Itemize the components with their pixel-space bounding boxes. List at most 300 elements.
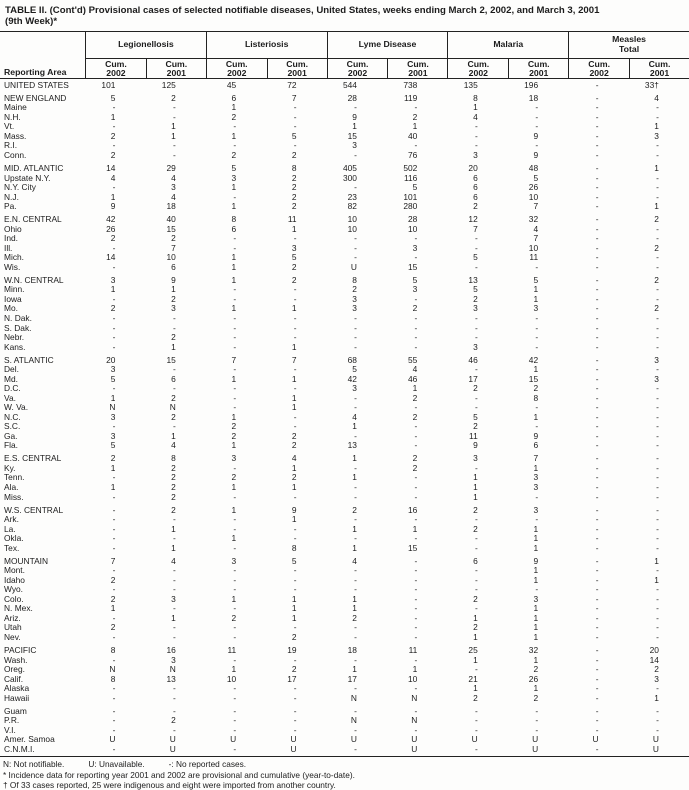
cell-value: - [112,542,116,553]
table-row [0,623,689,633]
cell-value: - [172,724,176,735]
cell-value: - [293,533,297,544]
cell-value: - [233,574,237,585]
cell-value: 1 [654,555,659,566]
cell-value: - [595,364,599,375]
cell-value: 1 [291,514,297,525]
cell-value: 1 [473,472,478,483]
cell-value: - [233,191,237,202]
cell-value: 4 [110,172,116,183]
cell-value: 7 [171,242,176,253]
cell-value: - [354,233,357,244]
cell-value: - [595,111,599,122]
cell-value: - [656,383,659,394]
cell-value: - [414,140,418,151]
cell-value: 2 [291,472,297,483]
cell-value: - [474,242,478,253]
cell-value: 7 [473,223,478,234]
cell-value: 3 [110,411,116,422]
cell-value: 1 [231,440,237,451]
row-area-label: D.C. [4,383,21,394]
cell-value: - [595,603,599,614]
cell-value: - [656,430,659,441]
cell-value: - [293,574,297,585]
row-area-label: Va. [4,392,16,403]
table-row [0,464,689,474]
cell-value: 1 [654,201,659,212]
cell-value: 7 [291,92,297,103]
cell-value: - [112,312,116,323]
cell-value: - [656,462,659,473]
cell-value: 3 [231,453,237,464]
cell-value: - [112,491,116,502]
cell-value: - [656,523,659,534]
cell-value: - [293,705,297,716]
cell-value: - [595,724,599,735]
cell-value: - [656,111,659,122]
cell-value: - [656,612,659,623]
cell-value: - [354,252,357,263]
row-area-label: N. Mex. [4,603,33,614]
cell-value: 9 [533,150,539,161]
cell-value: - [595,201,599,212]
cell-value: 2 [352,284,357,295]
cell-value: 6 [231,223,237,234]
cell-value: - [112,261,116,272]
cell-value: - [595,140,599,151]
cell-value: 6 [231,92,237,103]
cell-value: 1 [533,683,539,694]
cell-value: 21 [468,673,478,684]
row-area-label: Ill. [4,242,13,253]
cell-value: - [414,252,418,263]
row-area-label: Oreg. [4,664,25,675]
cell-value: 9 [533,555,539,566]
cell-value: 3 [352,303,357,314]
cell-value: - [293,102,297,113]
cell-value: - [172,514,176,525]
cell-value: - [233,523,237,534]
cell-value: 14 [106,162,116,173]
cell-value: 2 [291,274,297,285]
cell-value: - [112,421,116,432]
cell-value: - [354,150,357,161]
cell-value: U [350,734,357,745]
table-row [0,122,689,132]
column-group [568,32,689,78]
cell-value: - [112,504,116,515]
cell-value: - [595,332,599,343]
cell-value: 5 [291,130,297,141]
cell-value: U [411,734,418,745]
cell-value: - [474,715,478,726]
cell-value: - [293,411,297,422]
cell-value: - [595,542,599,553]
cell-value: - [112,654,116,665]
cell-value: - [656,364,659,375]
cell-value: 5 [473,411,478,422]
cell-value: 3 [171,593,176,604]
row-area-label: Minn. [4,284,25,295]
cell-value: 72 [287,79,297,90]
cell-value: 1 [352,472,357,483]
cell-value: - [474,130,478,141]
cell-value: 2 [473,593,478,604]
cell-value: - [233,491,237,502]
cell-value: 5 [291,555,297,566]
cell-value: - [595,673,599,684]
row-area-label: Guam [4,705,27,716]
cell-value: - [172,632,176,643]
cell-value: 280 [403,201,418,212]
cell-value: 10 [528,191,539,202]
cell-value: 40 [166,214,176,225]
cell-value: - [474,584,478,595]
table-row [0,614,689,624]
cell-value: - [233,715,237,726]
cell-value: 1 [473,683,478,694]
cell-value: - [474,364,478,375]
table-row [0,343,689,353]
cell-value: 1 [171,130,176,141]
cell-value: 1 [533,654,539,665]
cell-value: - [474,533,478,544]
cell-value: - [172,584,176,595]
cell-value: - [535,584,539,595]
cell-value: 1 [352,421,357,432]
column-group [327,32,448,78]
cell-value: - [595,453,599,464]
cell-value: 42 [347,373,357,384]
cell-value: 42 [106,214,116,225]
cell-value: - [656,514,659,525]
row-area-label: UNITED STATES [4,79,69,90]
cell-value: - [414,322,418,333]
cell-value: 11 [408,644,418,655]
cell-value: - [233,341,237,352]
table-row [0,356,689,366]
cell-value: 3 [352,383,357,394]
cell-value: - [354,332,357,343]
cell-value: 7 [231,354,237,365]
cell-value: - [595,79,599,90]
cell-value: N [169,664,176,675]
table-row [0,365,689,375]
cell-value: 2 [171,233,176,244]
cell-value: - [354,491,357,502]
cell-value: 2 [291,182,297,193]
cell-value: - [293,565,297,576]
cell-value: 1 [231,261,237,272]
row-area-label: Mo. [4,303,18,314]
cell-value: - [172,603,176,614]
row-area-label: MOUNTAIN [4,555,49,566]
cell-value: 4 [352,555,357,566]
cell-value: 1 [533,603,539,614]
column-group [206,32,327,78]
cell-value: 1 [291,462,297,473]
row-area-label: E.S. CENTRAL [4,453,62,464]
cell-value: - [414,632,418,643]
cell-value: 135 [463,79,478,90]
cell-value: 2 [291,664,297,675]
table-row [0,684,689,694]
data-table [0,31,689,755]
cell-value: 4 [171,440,176,451]
cell-value: 28 [408,214,418,225]
cell-value: - [414,533,418,544]
table-row [0,493,689,503]
cell-value: - [414,491,418,502]
cell-value: 11 [287,214,297,225]
table-row [0,566,689,576]
cell-value: - [414,584,418,595]
cell-value: - [656,715,659,726]
cell-value: - [656,491,659,502]
cell-value: 2 [171,392,176,403]
cell-value: - [595,705,599,716]
cell-value: 1 [231,533,237,544]
cell-value: - [595,92,599,103]
cell-value: - [595,162,599,173]
cell-value: - [172,383,176,394]
cell-value: 5 [533,172,539,183]
cell-value: - [595,533,599,544]
row-area-label: Mass. [4,130,27,141]
cell-value: - [474,332,478,343]
cell-value: 2 [110,593,116,604]
cell-value: 3 [654,373,659,384]
cell-value: - [414,102,418,113]
cell-value: 2 [473,383,478,394]
cell-value: - [474,392,478,403]
cell-value: U [290,734,297,745]
row-area-label: R.I. [4,140,18,151]
cell-value: U [532,743,539,754]
cell-value: 2 [291,440,297,451]
row-area-label: Md. [4,373,18,384]
row-area-label: Iowa [4,293,22,304]
row-area-label: Tenn. [4,472,25,483]
cell-value: 2 [473,293,478,304]
cell-value: 7 [533,233,539,244]
cell-value: 1 [291,402,297,413]
cell-value: 15 [347,130,357,141]
cell-value: - [656,172,659,183]
cell-value: - [112,102,116,113]
cell-value: - [233,683,237,694]
cell-value: - [595,622,599,633]
cell-value: 6 [473,172,478,183]
cell-value: - [595,274,599,285]
cell-value: 1 [473,654,478,665]
row-area-label: V.I. [4,724,16,735]
table-row [0,375,689,385]
row-area-label: Ariz. [4,612,21,623]
cell-value: 18 [528,92,539,103]
cell-value: - [172,364,176,375]
cell-value: 1 [533,364,539,375]
row-area-label: Wash. [4,654,28,665]
cell-value: - [656,705,659,716]
cell-value: 1 [533,574,539,585]
row-area-label: S. Dak. [4,322,32,333]
cell-value: N [411,715,418,726]
row-area-label: Alaska [4,683,30,694]
cell-value: 9 [352,111,357,122]
cell-value: - [112,140,116,151]
cell-value: - [595,261,599,272]
cell-value: - [112,332,116,343]
cell-value: 3 [533,472,539,483]
cell-value: - [656,392,659,403]
row-area-label: Vt. [4,121,15,132]
cell-value: - [112,523,116,534]
cell-value: U [652,734,659,745]
cell-value: - [656,584,659,595]
row-area-label: C.N.M.I. [4,743,35,754]
cell-value: 1 [291,341,297,352]
cell-value: 3 [110,364,116,375]
cell-value: 1 [231,182,237,193]
cell-value: 119 [403,92,418,103]
cell-value: - [656,603,659,614]
group-title: Lyme Disease [328,32,448,59]
cell-value: 29 [166,162,176,173]
cell-value: 3 [110,430,116,441]
cell-value: 55 [408,354,418,365]
cell-value: - [595,252,599,263]
subcolumn-header: Cum. 2002 [588,58,610,79]
table-row [0,707,689,717]
cell-value: 3 [231,555,237,566]
cell-value: 3 [654,354,659,365]
cell-value: 32 [528,644,539,655]
cell-value: 26 [106,223,116,234]
cell-value: - [233,284,237,295]
cell-value: - [233,603,237,614]
table-row [0,141,689,151]
cell-value: - [112,182,116,193]
table-row [0,132,689,142]
cell-value: - [474,565,478,576]
cell-value: - [414,332,418,343]
cell-value: - [535,402,539,413]
cell-value: - [293,692,297,703]
table-row [0,202,689,212]
cell-value: 11 [227,644,237,655]
cell-value: 10 [166,252,176,263]
row-area-label: Amer. Samoa [4,734,55,745]
cell-value: 2 [171,504,176,515]
cell-value: 15 [166,223,176,234]
cell-value: 1 [171,430,176,441]
cell-value: 1 [171,542,176,553]
cell-value: - [656,421,659,432]
row-area-label: Kans. [4,341,26,352]
table-row [0,525,689,535]
cell-value: 76 [408,150,418,161]
cell-value: 7 [533,453,539,464]
cell-value: - [354,724,357,735]
cell-value: - [233,402,237,413]
cell-value: 2 [231,421,237,432]
cell-value: - [656,504,659,515]
cell-value: - [595,654,599,665]
cell-value: - [656,341,659,352]
cell-value: 3 [412,284,418,295]
cell-value: 738 [403,79,418,90]
cell-value: - [172,705,176,716]
cell-value: U [652,743,659,754]
cell-value: - [595,430,599,441]
cell-value: - [293,284,297,295]
cell-value: - [354,743,357,754]
cell-value: 5 [412,182,418,193]
table-row [0,193,689,203]
cell-value: 18 [347,644,357,655]
legend-no-reported-cases: -: No reported cases. [168,759,247,770]
cell-value: - [474,664,478,675]
cell-value: - [474,121,478,132]
cell-value: - [233,242,237,253]
cell-value: 9 [533,430,539,441]
cell-value: 2 [291,191,297,202]
cell-value: - [595,322,599,333]
cell-value: 1 [291,373,297,384]
cell-value: - [414,421,418,432]
cell-value: 2 [231,612,237,623]
cell-value: 32 [528,214,539,225]
cell-value: - [656,102,659,113]
cell-value: 1 [533,565,539,576]
cell-value: 10 [408,223,418,234]
cell-value: 2 [412,303,418,314]
cell-value: N [411,692,418,703]
cell-value: - [656,724,659,735]
cell-value: - [656,293,659,304]
cell-value: - [656,440,659,451]
cell-value: - [354,654,357,665]
cell-value: - [112,612,116,623]
cell-value: - [535,322,539,333]
cell-value: 1 [291,603,297,614]
cell-value: 23 [347,191,357,202]
cell-value: 1 [231,201,237,212]
cell-value: 10 [226,673,237,684]
cell-value: - [112,121,116,132]
cell-value: - [233,584,237,595]
cell-value: U [411,743,418,754]
cell-value: 1 [231,411,237,422]
cell-value: - [233,622,237,633]
cell-value: 1 [231,482,237,493]
cell-value: 1 [533,612,539,623]
cell-value: 3 [171,654,176,665]
cell-value: - [474,312,478,323]
cell-value: 4 [291,453,297,464]
cell-value: - [474,233,478,244]
cell-value: 4 [473,111,478,122]
cell-value: U [169,734,176,745]
cell-value: 2 [110,233,116,244]
cell-value: - [535,421,539,432]
cell-value: 405 [342,162,357,173]
cell-value: - [414,293,418,304]
table-row [0,183,689,193]
cell-value: - [414,683,418,694]
cell-value: 4 [654,92,659,103]
